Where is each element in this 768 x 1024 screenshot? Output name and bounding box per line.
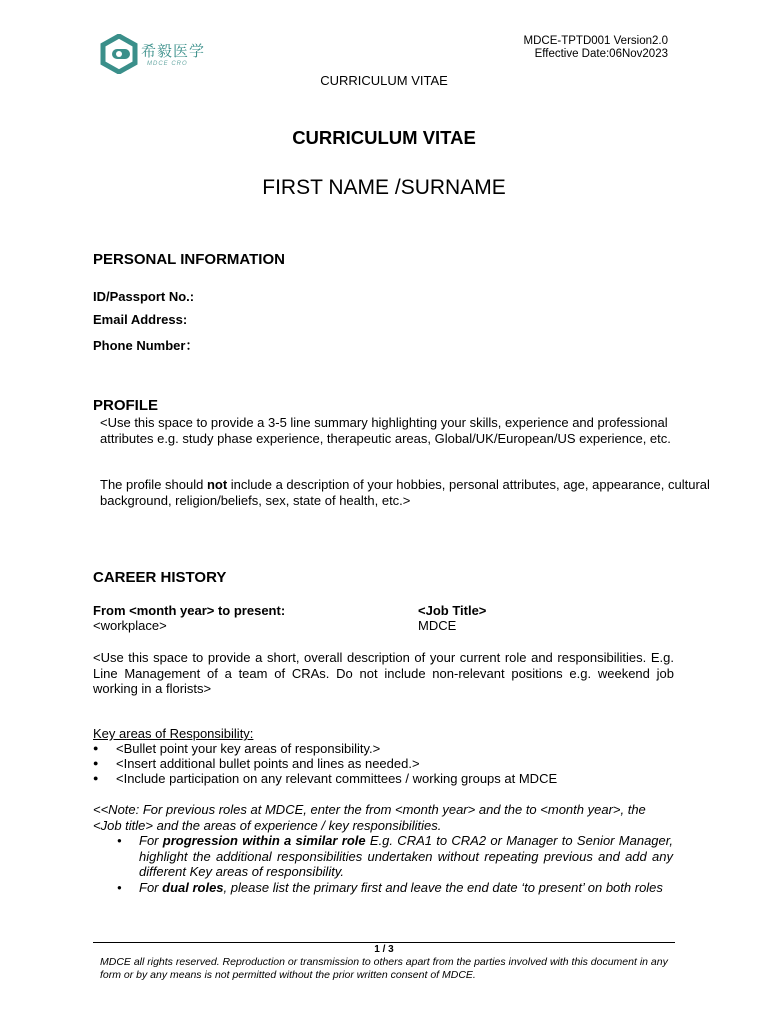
doc-id: MDCE-TPTD001 Version2.0 (523, 35, 668, 47)
effective-date: Effective Date:06Nov2023 (534, 48, 668, 60)
document-reference (524, 35, 668, 61)
logo-text: 希毅医学 (141, 42, 206, 60)
candidate-name: FIRST NAME /SURNAME (262, 176, 506, 199)
job-title-label: <Job Title> (418, 603, 487, 618)
list-item: ● <Insert additional bullet points and lines as needed.> (93, 756, 693, 771)
personal-information-heading: PERSONAL INFORMATION (93, 251, 285, 268)
profile-exclusions: The profile should not include a description of your hobbies, personal attributes, age, appearance, cultural background, religion/beliefs, sex, state of health, etc.> (100, 477, 710, 508)
logo-hexagon-icon (99, 34, 139, 74)
previous-roles-note: <<Note: For previous roles at MDCE, enter the from <month year> and the to <month year>, the <Job title> and the areas of experience / key responsibilities. (93, 802, 646, 833)
copyright-notice: MDCE all rights reserved. Reproduction or transmission to others apart from the parties involved with this document in any form or by any means is not permitted without the prior written consent of MDCE. (100, 956, 668, 981)
role-description: <Use this space to provide a short, overall description of your current role and responsibilities. E.g. Line Management of a team of CRAs. Do not include non-relevant positions e.g. weekend job working in a florists> (93, 650, 674, 696)
company-name: MDCE (418, 618, 457, 633)
responsibility-list (93, 741, 693, 786)
list-item: ● <Include participation on any relevant committees / working groups at MDCE (93, 771, 693, 786)
workplace-label: <workplace> (93, 618, 167, 633)
key-areas-heading: Key areas of Responsibility: (93, 726, 254, 741)
list-item: ● For dual roles, please list the primary first and leave the end date ‘to present’ on both roles (117, 880, 673, 896)
company-logo (99, 34, 219, 74)
logo-subtext: MDCE CRO (147, 61, 188, 67)
id-passport-label: ID/Passport No.: (93, 289, 195, 304)
footer-divider (93, 942, 675, 943)
note-sublist (117, 833, 673, 895)
profile-heading: PROFILE (93, 397, 159, 414)
header-title: CURRICULUM VITAE (320, 73, 448, 88)
page-number: 1 / 3 (374, 944, 394, 955)
list-item: ● For progression within a similar role E.g. CRA1 to CRA2 or Manager to Senior Manager, highlight the additional responsibilities undertaken without repeating previous and add any different Key areas of responsibility. (117, 833, 673, 880)
profile-summary: <Use this space to provide a 3-5 line summary highlighting your skills, experience and professional attributes e.g. study phase experience, therapeutic areas, Global/UK/European/US experience, etc. (100, 415, 671, 446)
list-item: ● <Bullet point your key areas of responsibility.> (93, 741, 693, 756)
phone-number-label: Phone Number： (93, 338, 199, 353)
period-label: From <month year> to present: (93, 603, 286, 618)
emphasis-not: not (206, 477, 228, 492)
document-title: CURRICULUM VITAE (292, 127, 476, 148)
career-history-heading: CAREER HISTORY (93, 569, 227, 586)
email-address-label: Email Address: (93, 312, 188, 327)
